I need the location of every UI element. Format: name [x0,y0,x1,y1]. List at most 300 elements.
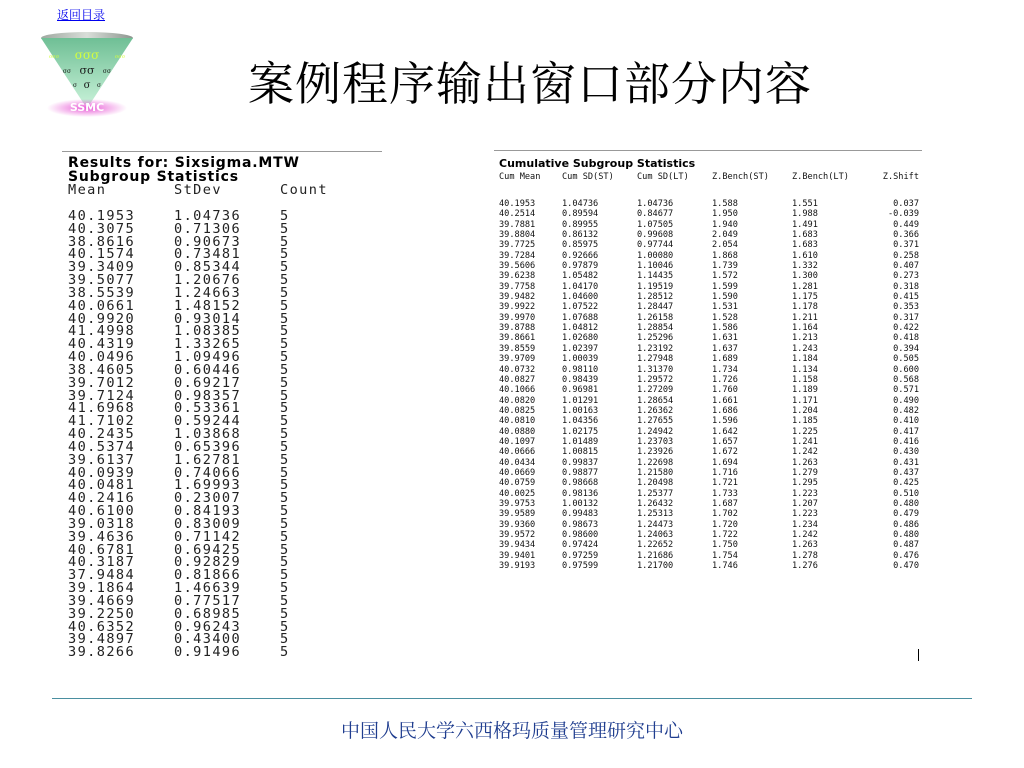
cell-count: 5 [280,220,290,237]
cell-count: 5 [280,374,290,391]
cell-zbench-lt: 1.211 [792,312,818,323]
cell-zshift: 0.418 [893,333,919,344]
cell-zbench-lt: 1.241 [792,436,818,447]
cell-zshift: 0.479 [893,509,919,520]
subgroup-statistics-table [68,210,378,659]
table-row [499,437,919,447]
cell-zshift: 0.470 [893,561,919,572]
cell-cum-mean: 39.9482 [499,292,536,303]
cell-count: 5 [280,592,290,609]
cell-zshift: 0.437 [893,467,919,478]
table-row [499,240,919,250]
cell-cum-mean: 40.2514 [499,209,536,220]
cell-zshift: 0.353 [893,302,919,313]
cell-zshift: 0.037 [893,199,919,209]
cell-mean: 41.6968 [68,400,136,417]
table-row [499,271,919,281]
cell-zbench-st: 1.720 [712,519,738,530]
cell-mean: 41.4998 [68,323,136,340]
cell-zbench-lt: 1.234 [792,519,818,530]
cell-stdev: 0.96243 [174,618,242,635]
cell-count: 5 [280,336,290,353]
cell-mean: 40.2435 [68,426,136,443]
cell-zbench-st: 1.739 [712,261,738,272]
column-header-mean: Mean [68,182,107,198]
cell-cum-sd-st: 1.01291 [562,395,599,406]
cell-cum-mean: 39.6238 [499,271,536,282]
table-row [499,230,919,240]
table-row [499,385,919,395]
cell-count: 5 [280,528,290,545]
cell-mean: 40.1953 [68,208,136,224]
cell-zbench-lt: 1.281 [792,281,818,292]
cell-zshift: 0.486 [893,519,919,530]
table-row [499,551,919,561]
cell-cum-mean: 39.7725 [499,240,536,251]
cell-cum-sd-st: 0.99837 [562,457,599,468]
cell-stdev: 0.77517 [174,592,242,609]
cell-zbench-lt: 1.295 [792,478,818,489]
cell-cum-sd-lt: 1.26432 [637,498,674,509]
cell-zbench-lt: 1.332 [792,261,818,272]
cell-stdev: 1.33265 [174,336,242,353]
cell-cum-mean: 39.9753 [499,498,536,509]
cell-cum-sd-lt: 1.19519 [637,281,674,292]
cell-zbench-lt: 1.279 [792,467,818,478]
table-row [499,344,919,354]
cell-cum-sd-st: 1.07522 [562,302,599,313]
cell-mean: 40.0939 [68,464,136,481]
cell-mean: 40.6781 [68,541,136,558]
column-header-cum-mean: Cum Mean [499,172,541,182]
ssmc-logo [28,26,146,122]
cell-mean: 39.4897 [68,631,136,648]
cell-count: 5 [280,451,290,468]
cell-cum-sd-st: 0.97599 [562,561,599,572]
cell-zbench-lt: 1.207 [792,498,818,509]
logo-sigma-right1: σσσ [114,54,126,60]
cell-cum-sd-lt: 1.21700 [637,561,674,572]
cell-stdev: 0.69217 [174,374,242,391]
cell-cum-sd-st: 0.97259 [562,550,599,561]
logo-sigma-row3-right: σ [96,82,102,89]
cell-stdev: 0.85344 [174,259,242,276]
subgroup-statistics-heading: Subgroup Statistics [68,169,239,185]
cell-zshift: 0.490 [893,395,919,406]
cell-cum-mean: 40.0827 [499,374,536,385]
cell-cum-sd-lt: 1.25296 [637,333,674,344]
cell-mean: 39.4669 [68,592,136,609]
cell-cum-sd-st: 1.00039 [562,354,599,365]
cumulative-statistics-heading: Cumulative Subgroup Statistics [499,157,696,170]
cell-cum-sd-lt: 1.23703 [637,436,674,447]
cell-zbench-st: 1.750 [712,540,738,551]
cell-mean: 37.9484 [68,567,136,584]
cell-cum-mean: 39.8804 [499,230,536,241]
cell-cum-sd-lt: 0.99608 [637,230,674,241]
table-row [499,509,919,519]
cell-mean: 40.3075 [68,220,136,237]
cell-zbench-st: 1.528 [712,312,738,323]
cell-zbench-lt: 1.242 [792,447,818,458]
cell-zbench-st: 1.760 [712,385,738,396]
table-row [499,396,919,406]
cell-count: 5 [280,246,290,263]
cell-mean: 38.4605 [68,361,136,378]
cell-stdev: 0.69425 [174,541,242,558]
cell-zbench-lt: 1.300 [792,271,818,282]
cell-mean: 40.2416 [68,490,136,507]
column-header-zshift: Z.Shift [882,172,919,182]
cell-cum-mean: 39.9709 [499,354,536,365]
cell-stdev: 0.43400 [174,631,242,648]
cell-count: 5 [280,361,290,378]
cell-zbench-st: 1.687 [712,498,738,509]
cell-zshift: 0.407 [893,261,919,272]
logo-brand-text: SSMC [69,101,105,114]
cell-count: 5 [280,400,290,417]
table-row [499,302,919,312]
cell-count: 5 [280,541,290,558]
cell-cum-mean: 40.0880 [499,426,536,437]
cell-cum-sd-lt: 1.28512 [637,292,674,303]
cell-cum-sd-st: 0.97424 [562,540,599,551]
cell-zbench-st: 1.661 [712,395,738,406]
cell-stdev: 0.81866 [174,567,242,584]
cell-stdev: 0.98357 [174,387,242,404]
cell-cum-mean: 39.5606 [499,261,536,272]
cell-cum-sd-st: 1.02175 [562,426,599,437]
cell-count: 5 [280,567,290,584]
cell-zshift: 0.394 [893,343,919,354]
cell-zshift: 0.487 [893,540,919,551]
cell-zshift: 0.371 [893,240,919,251]
subgroup-statistics-panel [62,151,382,661]
cell-zbench-st: 1.734 [712,364,738,375]
cell-count: 5 [280,310,290,327]
cell-zbench-lt: 1.185 [792,416,818,427]
cell-cum-mean: 40.0666 [499,447,536,458]
cell-stdev: 0.59244 [174,413,242,430]
cell-stdev: 1.08385 [174,323,242,340]
cell-cum-sd-lt: 1.24063 [637,530,674,540]
cell-cum-sd-lt: 1.27948 [637,354,674,365]
cell-cum-sd-lt: 1.27655 [637,416,674,427]
cell-stdev: 0.90673 [174,233,242,250]
cell-zbench-lt: 1.988 [792,209,818,220]
cell-mean: 40.1574 [68,246,136,263]
cell-cum-mean: 39.7758 [499,281,536,292]
table-row [499,561,919,571]
cell-zshift: 0.258 [893,250,919,261]
table-row [499,530,919,540]
cell-count: 5 [280,284,290,301]
cell-mean: 39.7124 [68,387,136,404]
footer-divider [52,698,972,699]
cell-zbench-lt: 1.263 [792,457,818,468]
footer-organization: 中国人民大学六西格玛质量管理研究中心 [340,720,683,742]
cell-cum-mean: 39.9922 [499,302,536,313]
cell-cum-mean: 40.1097 [499,436,536,447]
cell-count: 5 [280,438,290,455]
cell-zshift: 0.417 [893,426,919,437]
cell-cum-mean: 40.0825 [499,405,536,416]
cell-cum-sd-lt: 1.26158 [637,312,674,323]
cell-cum-sd-st: 1.04170 [562,281,599,292]
cell-stdev: 0.53361 [174,400,242,417]
cell-cum-sd-lt: 1.28654 [637,395,674,406]
cell-stdev: 1.48152 [174,297,242,314]
cell-cum-mean: 39.9589 [499,509,536,520]
cell-count: 5 [280,233,290,250]
column-header-stdev: StDev [174,182,222,198]
cell-mean: 39.2250 [68,605,136,622]
table-row [499,520,919,530]
column-header-zbench-st: Z.Bench(ST) [712,172,769,182]
cell-cum-sd-st: 0.98600 [562,530,599,540]
cell-cum-sd-lt: 1.23926 [637,447,674,458]
cell-cum-sd-lt: 1.26362 [637,405,674,416]
table-row [499,416,919,426]
cell-zbench-st: 2.054 [712,240,738,251]
cell-cum-sd-st: 0.97879 [562,261,599,272]
cell-stdev: 0.92829 [174,554,242,571]
cell-zshift: 0.425 [893,478,919,489]
cell-mean: 40.0496 [68,349,136,366]
cell-zshift: 0.366 [893,230,919,241]
cell-cum-sd-st: 0.98877 [562,467,599,478]
back-to-contents-link[interactable]: 返回目录 [57,8,106,22]
cell-cum-sd-st: 0.92666 [562,250,599,261]
cell-zbench-st: 1.686 [712,405,738,416]
cell-cum-sd-lt: 1.00080 [637,250,674,261]
cell-count: 5 [280,387,290,404]
table-row [499,468,919,478]
cell-zbench-st: 1.596 [712,416,738,427]
cell-zbench-lt: 1.551 [792,199,818,209]
cell-mean: 39.6137 [68,451,136,468]
table-row [499,540,919,550]
cell-cum-sd-st: 0.86132 [562,230,599,241]
cell-cum-mean: 40.1066 [499,385,536,396]
cell-zbench-st: 1.702 [712,509,738,520]
logo-sigma-row2-right: σσ [102,68,112,75]
cell-count: 5 [280,349,290,366]
cell-zbench-lt: 1.184 [792,354,818,365]
cell-zbench-st: 1.754 [712,550,738,561]
cell-cum-sd-st: 1.04812 [562,323,599,334]
cell-zbench-st: 1.588 [712,199,738,209]
panel-divider [62,151,382,152]
cell-zbench-lt: 1.242 [792,530,818,540]
cell-zbench-st: 1.672 [712,447,738,458]
cell-zbench-lt: 1.158 [792,374,818,385]
cell-cum-sd-st: 0.98439 [562,374,599,385]
cell-cum-sd-lt: 1.24942 [637,426,674,437]
cell-zbench-st: 1.631 [712,333,738,344]
table-row [499,406,919,416]
cell-count: 5 [280,413,290,430]
cell-zbench-lt: 1.171 [792,395,818,406]
cell-cum-sd-lt: 1.28854 [637,323,674,334]
cell-zshift: 0.600 [893,364,919,375]
column-header-cum-sd-lt: Cum SD(LT) [637,172,689,182]
cell-zbench-st: 1.637 [712,343,738,354]
cell-stdev: 0.71306 [174,220,242,237]
cell-zbench-st: 1.726 [712,374,738,385]
cell-cum-sd-lt: 1.31370 [637,364,674,375]
table-row [499,458,919,468]
cell-zbench-st: 1.746 [712,561,738,572]
cell-cum-sd-lt: 1.20498 [637,478,674,489]
cell-zshift: 0.476 [893,550,919,561]
cell-cum-sd-st: 1.07688 [562,312,599,323]
cell-zshift: 0.571 [893,385,919,396]
cell-count: 5 [280,477,290,494]
cell-count: 5 [280,631,290,648]
cell-cum-sd-lt: 1.07505 [637,219,674,230]
logo-sigma-left1: σσσ [48,54,60,60]
cell-cum-mean: 40.1953 [499,199,536,209]
cell-cum-sd-lt: 1.28447 [637,302,674,313]
cell-cum-mean: 40.0669 [499,467,536,478]
cell-zbench-st: 1.642 [712,426,738,437]
cell-count: 5 [280,515,290,532]
cell-stdev: 1.04736 [174,208,242,224]
cell-mean: 38.5539 [68,284,136,301]
cell-cum-mean: 39.9193 [499,561,536,572]
cell-zbench-lt: 1.189 [792,385,818,396]
cell-zbench-lt: 1.223 [792,488,818,499]
cell-cum-sd-st: 0.98110 [562,364,599,375]
table-row [499,220,919,230]
cell-zshift: 0.482 [893,405,919,416]
cell-zbench-lt: 1.223 [792,509,818,520]
table-row [499,427,919,437]
cell-count: 5 [280,503,290,520]
cell-stdev: 1.09496 [174,349,242,366]
cell-cum-sd-st: 0.96981 [562,385,599,396]
cell-mean: 39.5077 [68,272,136,289]
cell-cum-sd-st: 0.98668 [562,478,599,489]
cell-zshift: 0.510 [893,488,919,499]
text-cursor [918,649,919,661]
table-row [499,209,919,219]
cell-mean: 39.1864 [68,580,136,597]
logo-sigma-row2: σσ [79,64,95,77]
cell-zbench-st: 1.716 [712,467,738,478]
logo-sigma-row2-left: σσ [62,68,72,75]
panel-divider [494,150,922,151]
cell-cum-mean: 39.9401 [499,550,536,561]
cell-count: 5 [280,554,290,571]
cell-stdev: 0.71142 [174,528,242,545]
cell-cum-sd-lt: 1.27209 [637,385,674,396]
column-header-cum-sd-st: Cum SD(ST) [562,172,614,182]
cell-cum-sd-st: 0.89955 [562,219,599,230]
cell-stdev: 0.65396 [174,438,242,455]
cell-zshift: 0.431 [893,457,919,468]
cell-count: 5 [280,490,290,507]
cell-cum-mean: 39.7881 [499,219,536,230]
cell-count: 5 [280,297,290,314]
table-row [499,251,919,261]
cell-zshift: 0.449 [893,219,919,230]
cell-zbench-st: 1.586 [712,323,738,334]
cell-cum-mean: 40.0820 [499,395,536,406]
cell-stdev: 0.91496 [174,644,242,661]
cell-zbench-lt: 1.204 [792,405,818,416]
cell-cum-mean: 39.9434 [499,540,536,551]
cell-zbench-st: 1.590 [712,292,738,303]
cell-mean: 38.8616 [68,233,136,250]
cumulative-statistics-table [499,199,919,571]
cell-zbench-st: 2.049 [712,230,738,241]
cell-stdev: 1.24663 [174,284,242,301]
cell-cum-sd-st: 1.02397 [562,343,599,354]
cell-cum-mean: 39.9970 [499,312,536,323]
cell-zshift: 0.415 [893,292,919,303]
cell-cum-mean: 39.7284 [499,250,536,261]
cell-cum-sd-lt: 1.24473 [637,519,674,530]
cell-stdev: 1.46639 [174,580,242,597]
cell-cum-sd-st: 0.99483 [562,509,599,520]
cell-count: 5 [280,323,290,340]
cell-mean: 39.4636 [68,528,136,545]
cell-count: 5 [280,464,290,481]
column-header-zbench-lt: Z.Bench(LT) [792,172,849,182]
cell-zshift: 0.568 [893,374,919,385]
table-row [499,354,919,364]
cell-zshift: 0.480 [893,498,919,509]
cell-zbench-lt: 1.178 [792,302,818,313]
cell-mean: 40.4319 [68,336,136,353]
cell-stdev: 0.74066 [174,464,242,481]
cell-cum-mean: 40.0810 [499,416,536,427]
cell-cum-sd-lt: 1.10046 [637,261,674,272]
table-row [499,323,919,333]
cell-zbench-lt: 1.263 [792,540,818,551]
cell-cum-sd-st: 1.04736 [562,199,599,209]
cell-stdev: 0.73481 [174,246,242,263]
cell-cum-sd-st: 1.01489 [562,436,599,447]
cell-zbench-lt: 1.610 [792,250,818,261]
cell-stdev: 1.62781 [174,451,242,468]
cell-zbench-st: 1.868 [712,250,738,261]
cell-mean: 40.3187 [68,554,136,571]
cell-zbench-lt: 1.225 [792,426,818,437]
cell-zbench-lt: 1.491 [792,219,818,230]
cell-mean: 40.5374 [68,438,136,455]
cell-zshift: 0.505 [893,354,919,365]
cell-zbench-st: 1.694 [712,457,738,468]
table-row [499,292,919,302]
cell-cum-sd-st: 1.04356 [562,416,599,427]
cell-stdev: 0.84193 [174,503,242,520]
cell-cum-sd-lt: 1.14435 [637,271,674,282]
cell-mean: 40.0661 [68,297,136,314]
cell-zbench-st: 1.733 [712,488,738,499]
cumulative-statistics-panel [494,150,922,665]
cell-zbench-st: 1.689 [712,354,738,365]
cell-mean: 41.7102 [68,413,136,430]
cell-cum-sd-lt: 1.23192 [637,343,674,354]
cell-stdev: 1.03868 [174,426,242,443]
cell-mean: 40.9920 [68,310,136,327]
cell-zbench-st: 1.572 [712,271,738,282]
cell-zbench-st: 1.599 [712,281,738,292]
table-row [499,375,919,385]
